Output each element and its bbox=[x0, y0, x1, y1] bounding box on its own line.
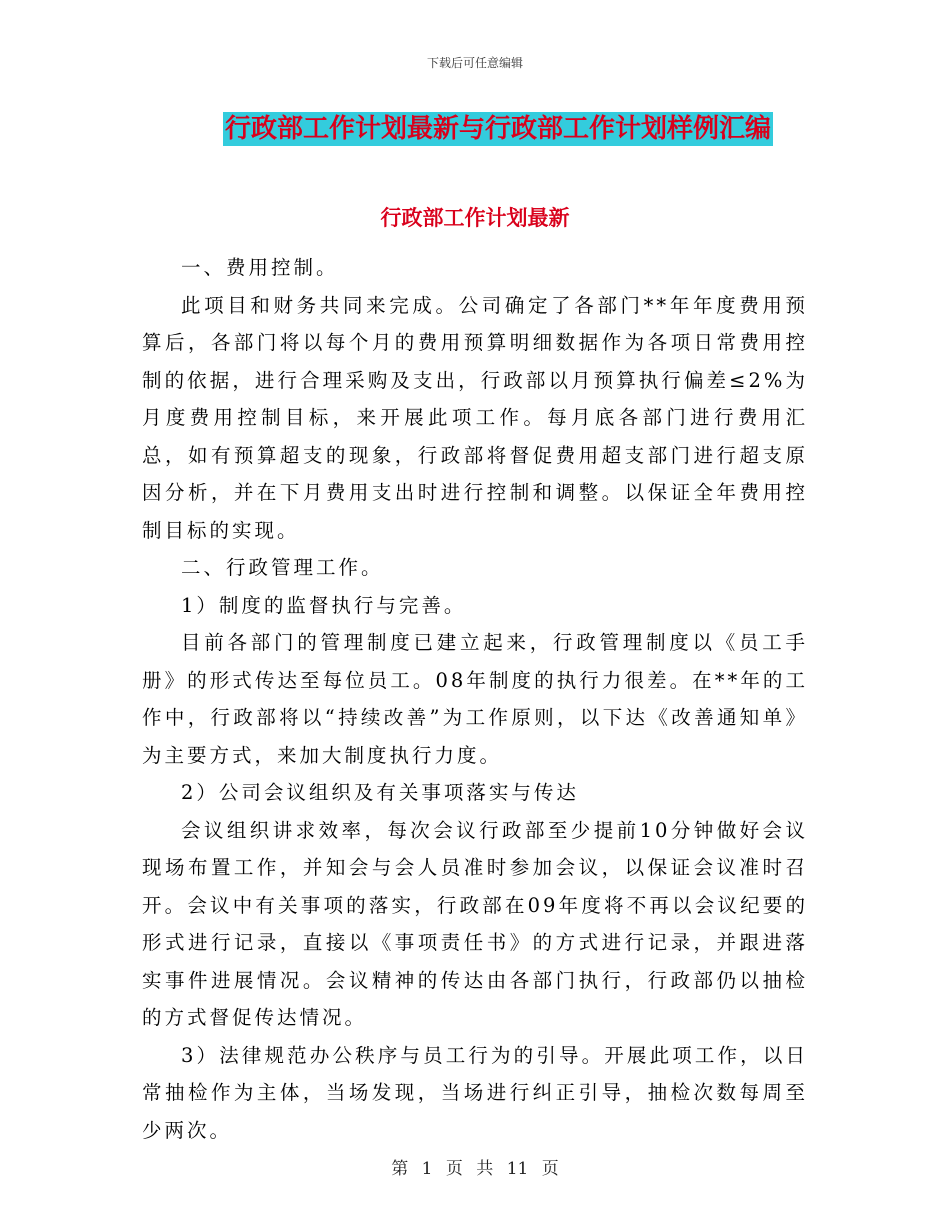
paragraph-subheading-meetings: 2）公司会议组织及有关事项落实与传达 bbox=[181, 781, 579, 804]
header-note: 下载后可任意编辑 bbox=[426, 56, 523, 70]
paragraph-subheading-policy: 1）制度的监督执行与完善。 bbox=[181, 593, 467, 617]
paragraph-meetings: 会议组织讲求效率，每次会议行政部至少提前10分钟做好会议现场布置工作，并知会与会人员准时参加会议，以保证会议准时召开。会议中有关事项的落实，行政部在09年度将不再以会议纪要的形式进行记录，直接以《事项责任书》的方式进行记录，并跟进落实事件进展情况。会议精神的传达由各部门执行，行政部仍以抽检的方式督促传达情况。 bbox=[142, 818, 808, 1029]
paragraph-heading-admin-management: 二、行政管理工作。 bbox=[181, 556, 384, 579]
paragraph-expense-control: 此项目和财务共同来完成。公司确定了各部门**年年度费用预算后，各部门将以每个月的费用预算明细数据作为各项日常费用控制的依据，进行合理采购及支出，行政部以月预算执行偏差≤2%为月度费用控制目标，来开展此项工作。每月底各部门进行费用汇总，如有预算超支的现象，行政部将督促费用超支部门进行超支原因分析，并在下月费用支出时进行控制和调整。以保证全年费用控制目标的实现。 bbox=[142, 293, 808, 542]
paragraph-office-order: 3）法律规范办公秩序与员工行为的引导。开展此项工作，以日常抽检作为主体，当场发现，当场进行纠正引导，抽检次数每周至少两次。 bbox=[142, 1043, 808, 1142]
paragraph-heading-expense-control: 一、费用控制。 bbox=[181, 256, 339, 279]
page-footer: 第 1 页 共 11 页 bbox=[391, 1159, 559, 1179]
body-text bbox=[142, 249, 808, 1149]
paragraph-policy: 目前各部门的管理制度已建立起来，行政管理制度以《员工手册》的形式传达至每位员工。08年制度的执行力很差。在**年的工作中，行政部将以“持续改善”为工作原则，以下达《改善通知单》为主要方式，来加大制度执行力度。 bbox=[142, 631, 808, 767]
section-title: 行政部工作计划最新 bbox=[380, 205, 570, 230]
main-title-container bbox=[0, 112, 950, 146]
main-title: 行政部工作计划最新与行政部工作计划样例汇编 bbox=[224, 114, 771, 144]
